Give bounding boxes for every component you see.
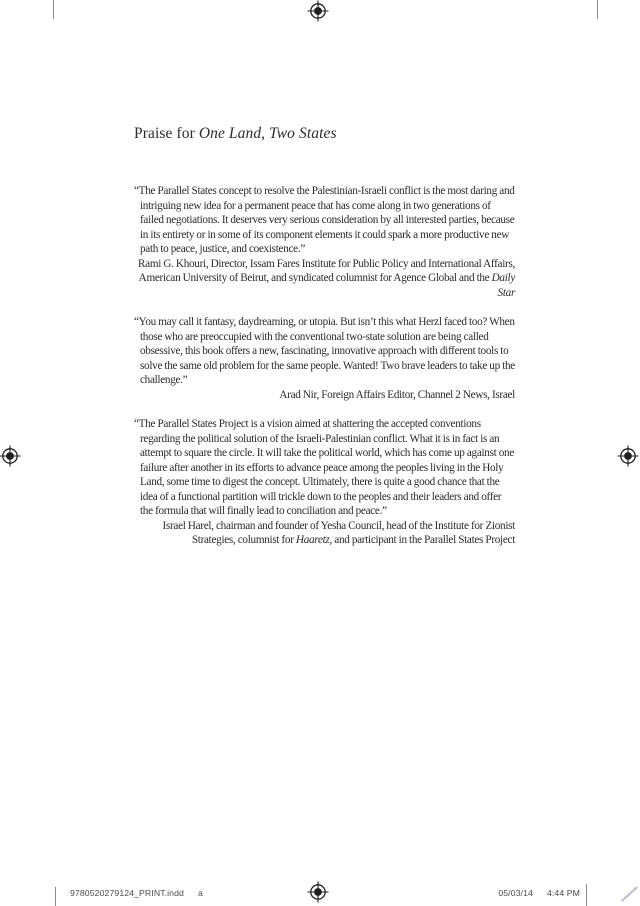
- print-slug-right: [498, 888, 580, 899]
- page-content: [134, 124, 515, 563]
- book-title: One Land, Two States: [198, 125, 337, 142]
- attribution-publication-title: Haaretz: [295, 534, 330, 546]
- crop-mark-bottom-right: [586, 884, 587, 906]
- blurb-attribution: [134, 519, 515, 548]
- attribution-text: Arad Nir, Foreign Affairs Editor, Channel 2 News, Israel: [279, 388, 515, 401]
- blurb-attribution: [134, 388, 515, 403]
- pen-stroke-mark: [621, 886, 638, 902]
- registration-mark-bottom-icon: [307, 881, 329, 903]
- crop-mark-top-left: [53, 0, 54, 19]
- attribution-text: Israel Harel, chairman and founder of Yesha Council, head of the Institute for Zionist Strategies, columnist for: [162, 519, 515, 546]
- praise-blurb: [134, 315, 515, 402]
- blurb-quote: “You may call it fantasy, daydreaming, or utopia. But isn’t this what Herzl faced too? When those who are preoccupied with the conventional two-state solution are being called obsessive, this book offers a new, fascinating, innovative approach with different tools to solve the same old problem for the same people. Wanted! Two brave leaders to take up the challenge.”: [134, 316, 515, 386]
- slug-page-label: a: [197, 888, 203, 898]
- crop-mark-top-right: [597, 0, 598, 19]
- attribution-publication-title: Daily Star: [491, 272, 515, 299]
- praise-list: [134, 184, 515, 548]
- registration-mark-top-icon: [307, 0, 329, 22]
- slug-time: 4:44 PM: [546, 888, 580, 898]
- crop-mark-bottom-left: [55, 887, 56, 906]
- blurb-quote: “The Parallel States concept to resolve the Palestinian-Israeli conflict is the most daring and intriguing new idea for a permanent peace that has come along in two generations of failed negotiations. It deserves very serious consideration by all interested parties, because in its entirety or in some of its component elements it could spark a more productive new path to peace, justice, and coexistence.”: [134, 185, 515, 255]
- page-title-prefix: Praise for: [134, 125, 199, 142]
- registration-mark-right-icon: [617, 445, 639, 467]
- registration-mark-left-icon: [0, 445, 21, 467]
- attribution-text: , and participant in the Parallel States Project: [329, 534, 515, 546]
- attribution-text: Rami G. Khouri, Director, Issam Fares Institute for Public Policy and International Affairs, American University of Beirut, and syndicated columnist for Agence Global and the: [138, 257, 515, 284]
- print-slug-left: [70, 888, 203, 899]
- slug-date: 05/03/14: [498, 888, 533, 898]
- page-title: [134, 124, 515, 144]
- slug-filename: 9780520279124_PRINT.indd: [70, 888, 184, 898]
- praise-blurb: [134, 417, 515, 548]
- praise-blurb: [134, 184, 515, 300]
- blurb-attribution: [134, 257, 515, 301]
- blurb-quote: “The Parallel States Project is a vision aimed at shattering the accepted conventions regarding the political solution of the Israeli-Palestinian conflict. What it is in fact is an attempt to square the circle. It will take the political world, which has come up against one failure after another in its efforts to advance peace among the peoples living in the Holy Land, some time to digest the concept. Ultimately, there is quite a good chance that the idea of a functional partition will trickle down to the peoples and their leaders and offer the formula that will finally lead to conciliation and peace.”: [134, 418, 515, 517]
